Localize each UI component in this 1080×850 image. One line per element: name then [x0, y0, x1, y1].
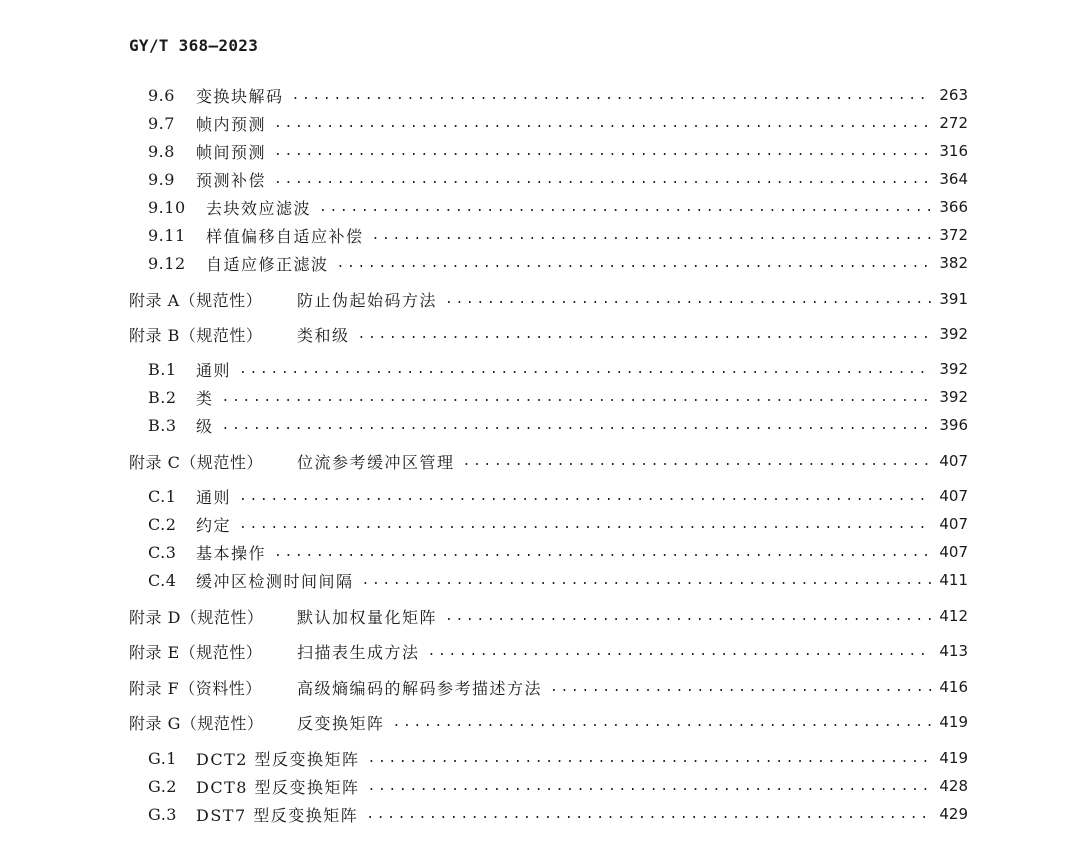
leader-dots — [239, 489, 932, 504]
toc-title: 自适应修正滤波 — [206, 254, 329, 274]
toc-title: 变换块解码 — [196, 86, 284, 106]
toc-entry[interactable] — [148, 250, 968, 276]
leader-dots — [463, 454, 932, 469]
toc-appendix-label: 附录 B（规范性） — [129, 325, 263, 345]
toc-title: 防止伪起始码方法 — [297, 290, 438, 310]
toc-entry[interactable] — [148, 82, 968, 108]
toc-number: 9.12 — [148, 253, 186, 273]
toc-entry[interactable] — [148, 138, 968, 164]
toc-number: 9.9 — [148, 169, 175, 189]
toc-title: 反变换矩阵 — [297, 713, 385, 733]
leader-dots — [445, 292, 932, 307]
leader-dots — [362, 573, 932, 588]
toc-number: 9.7 — [148, 113, 175, 133]
leader-dots — [393, 715, 932, 730]
toc-entry[interactable] — [148, 412, 968, 438]
leader-dots — [239, 362, 932, 377]
toc-title: 级 — [196, 416, 214, 436]
toc-entry[interactable] — [148, 801, 968, 827]
leader-dots — [372, 228, 932, 243]
leader-dots — [358, 327, 932, 342]
leader-dots — [550, 680, 932, 695]
toc-entry[interactable] — [148, 166, 968, 192]
leader-dots — [428, 644, 932, 659]
toc-title: DST7 型反变换矩阵 — [196, 805, 359, 825]
toc-page-number: 412 — [939, 607, 968, 625]
leader-dots — [319, 200, 932, 215]
toc-page-number: 364 — [939, 170, 968, 188]
toc-number: C.1 — [148, 486, 177, 506]
toc-page-number: 411 — [939, 571, 968, 589]
toc-title: 样值偏移自适应补偿 — [206, 226, 364, 246]
toc-number: 9.10 — [148, 197, 186, 217]
toc-page-number: 413 — [939, 642, 968, 660]
toc-page-number: 272 — [939, 114, 968, 132]
leader-dots — [239, 517, 932, 532]
toc-page-number: 382 — [939, 254, 968, 272]
toc-entry-appendix[interactable] — [129, 603, 968, 629]
leader-dots — [445, 609, 932, 624]
toc-number: 9.11 — [148, 225, 186, 245]
toc-entry[interactable] — [148, 773, 968, 799]
toc-title: 类和级 — [297, 325, 350, 345]
leader-dots — [222, 390, 932, 405]
toc-title: 高级熵编码的解码参考描述方法 — [297, 678, 543, 698]
toc-title: DCT8 型反变换矩阵 — [196, 777, 360, 797]
toc-page-number: 428 — [939, 777, 968, 795]
toc-entry[interactable] — [148, 539, 968, 565]
leader-dots — [222, 418, 932, 433]
leader-dots — [368, 751, 932, 766]
toc-entry[interactable] — [148, 110, 968, 136]
toc-number: C.3 — [148, 542, 177, 562]
toc-title: 类 — [196, 388, 214, 408]
leader-dots — [337, 256, 932, 271]
toc-entry[interactable] — [148, 511, 968, 537]
toc-appendix-label: 附录 A（规范性） — [129, 290, 263, 310]
toc-entry-appendix[interactable] — [129, 638, 968, 664]
toc-page-number: 407 — [939, 515, 968, 533]
toc-entry[interactable] — [148, 194, 968, 220]
toc-entry-appendix[interactable] — [129, 448, 968, 474]
toc-title: 默认加权量化矩阵 — [297, 607, 438, 627]
toc-page-number: 396 — [939, 416, 968, 434]
toc-page-number: 372 — [939, 226, 968, 244]
toc-appendix-label: 附录 G（规范性） — [129, 713, 264, 733]
toc-title: 帧间预测 — [196, 142, 267, 162]
toc-title: 约定 — [196, 515, 232, 535]
toc-page-number: 419 — [939, 713, 968, 731]
toc-page-number: 419 — [939, 749, 968, 767]
toc-appendix-label: 附录 C（规范性） — [129, 452, 263, 472]
toc-number: 9.6 — [148, 85, 175, 105]
leader-dots — [274, 172, 932, 187]
toc-entry[interactable] — [148, 222, 968, 248]
toc-number: B.1 — [148, 359, 177, 379]
toc-page-number: 407 — [939, 543, 968, 561]
toc-number: G.2 — [148, 776, 177, 796]
toc-entry[interactable] — [148, 384, 968, 410]
toc-title: 帧内预测 — [196, 114, 267, 134]
toc-entry-appendix[interactable] — [129, 709, 968, 735]
toc-page-number: 392 — [939, 388, 968, 406]
toc-title: 扫描表生成方法 — [297, 642, 420, 662]
toc-page-number: 429 — [939, 805, 968, 823]
toc-entry[interactable] — [148, 356, 968, 382]
toc-page-number: 407 — [939, 487, 968, 505]
leader-dots — [366, 807, 932, 822]
leader-dots — [274, 116, 932, 131]
toc-page-number: 392 — [939, 325, 968, 343]
toc-entry-appendix[interactable] — [129, 286, 968, 312]
toc-title: 预测补偿 — [196, 170, 267, 190]
toc-title: 通则 — [196, 487, 232, 507]
toc-entry[interactable] — [148, 745, 968, 771]
toc-page-number: 407 — [939, 452, 968, 470]
toc-entry[interactable] — [148, 567, 968, 593]
toc-appendix-label: 附录 F（资料性） — [129, 678, 262, 698]
toc-title: 缓冲区检测时间间隔 — [196, 571, 354, 591]
leader-dots — [274, 545, 932, 560]
leader-dots — [292, 88, 932, 103]
toc-page-number: 392 — [939, 360, 968, 378]
toc-page-number: 263 — [939, 86, 968, 104]
toc-number: C.4 — [148, 570, 177, 590]
toc-entry[interactable] — [148, 483, 968, 509]
toc-page-number: 416 — [939, 678, 968, 696]
toc-number: C.2 — [148, 514, 177, 534]
toc-entry-appendix[interactable] — [129, 674, 968, 700]
toc-title: 位流参考缓冲区管理 — [297, 452, 455, 472]
toc-number: G.3 — [148, 804, 177, 824]
standard-code-header: GY/T 368—2023 — [129, 36, 259, 55]
toc-title: 去块效应滤波 — [206, 198, 312, 218]
toc-page-number: 366 — [939, 198, 968, 216]
toc-page-number: 316 — [939, 142, 968, 160]
toc-page-number: 391 — [939, 290, 968, 308]
leader-dots — [274, 144, 932, 159]
toc-title: 基本操作 — [196, 543, 267, 563]
toc-number: G.1 — [148, 748, 177, 768]
toc-number: B.2 — [148, 387, 177, 407]
toc-number: B.3 — [148, 415, 177, 435]
toc-appendix-label: 附录 D（规范性） — [129, 607, 264, 627]
toc-appendix-label: 附录 E（规范性） — [129, 642, 263, 662]
leader-dots — [368, 779, 932, 794]
toc-title: 通则 — [196, 360, 232, 380]
toc-entry-appendix[interactable] — [129, 321, 968, 347]
toc-title: DCT2 型反变换矩阵 — [196, 749, 360, 769]
toc-number: 9.8 — [148, 141, 175, 161]
